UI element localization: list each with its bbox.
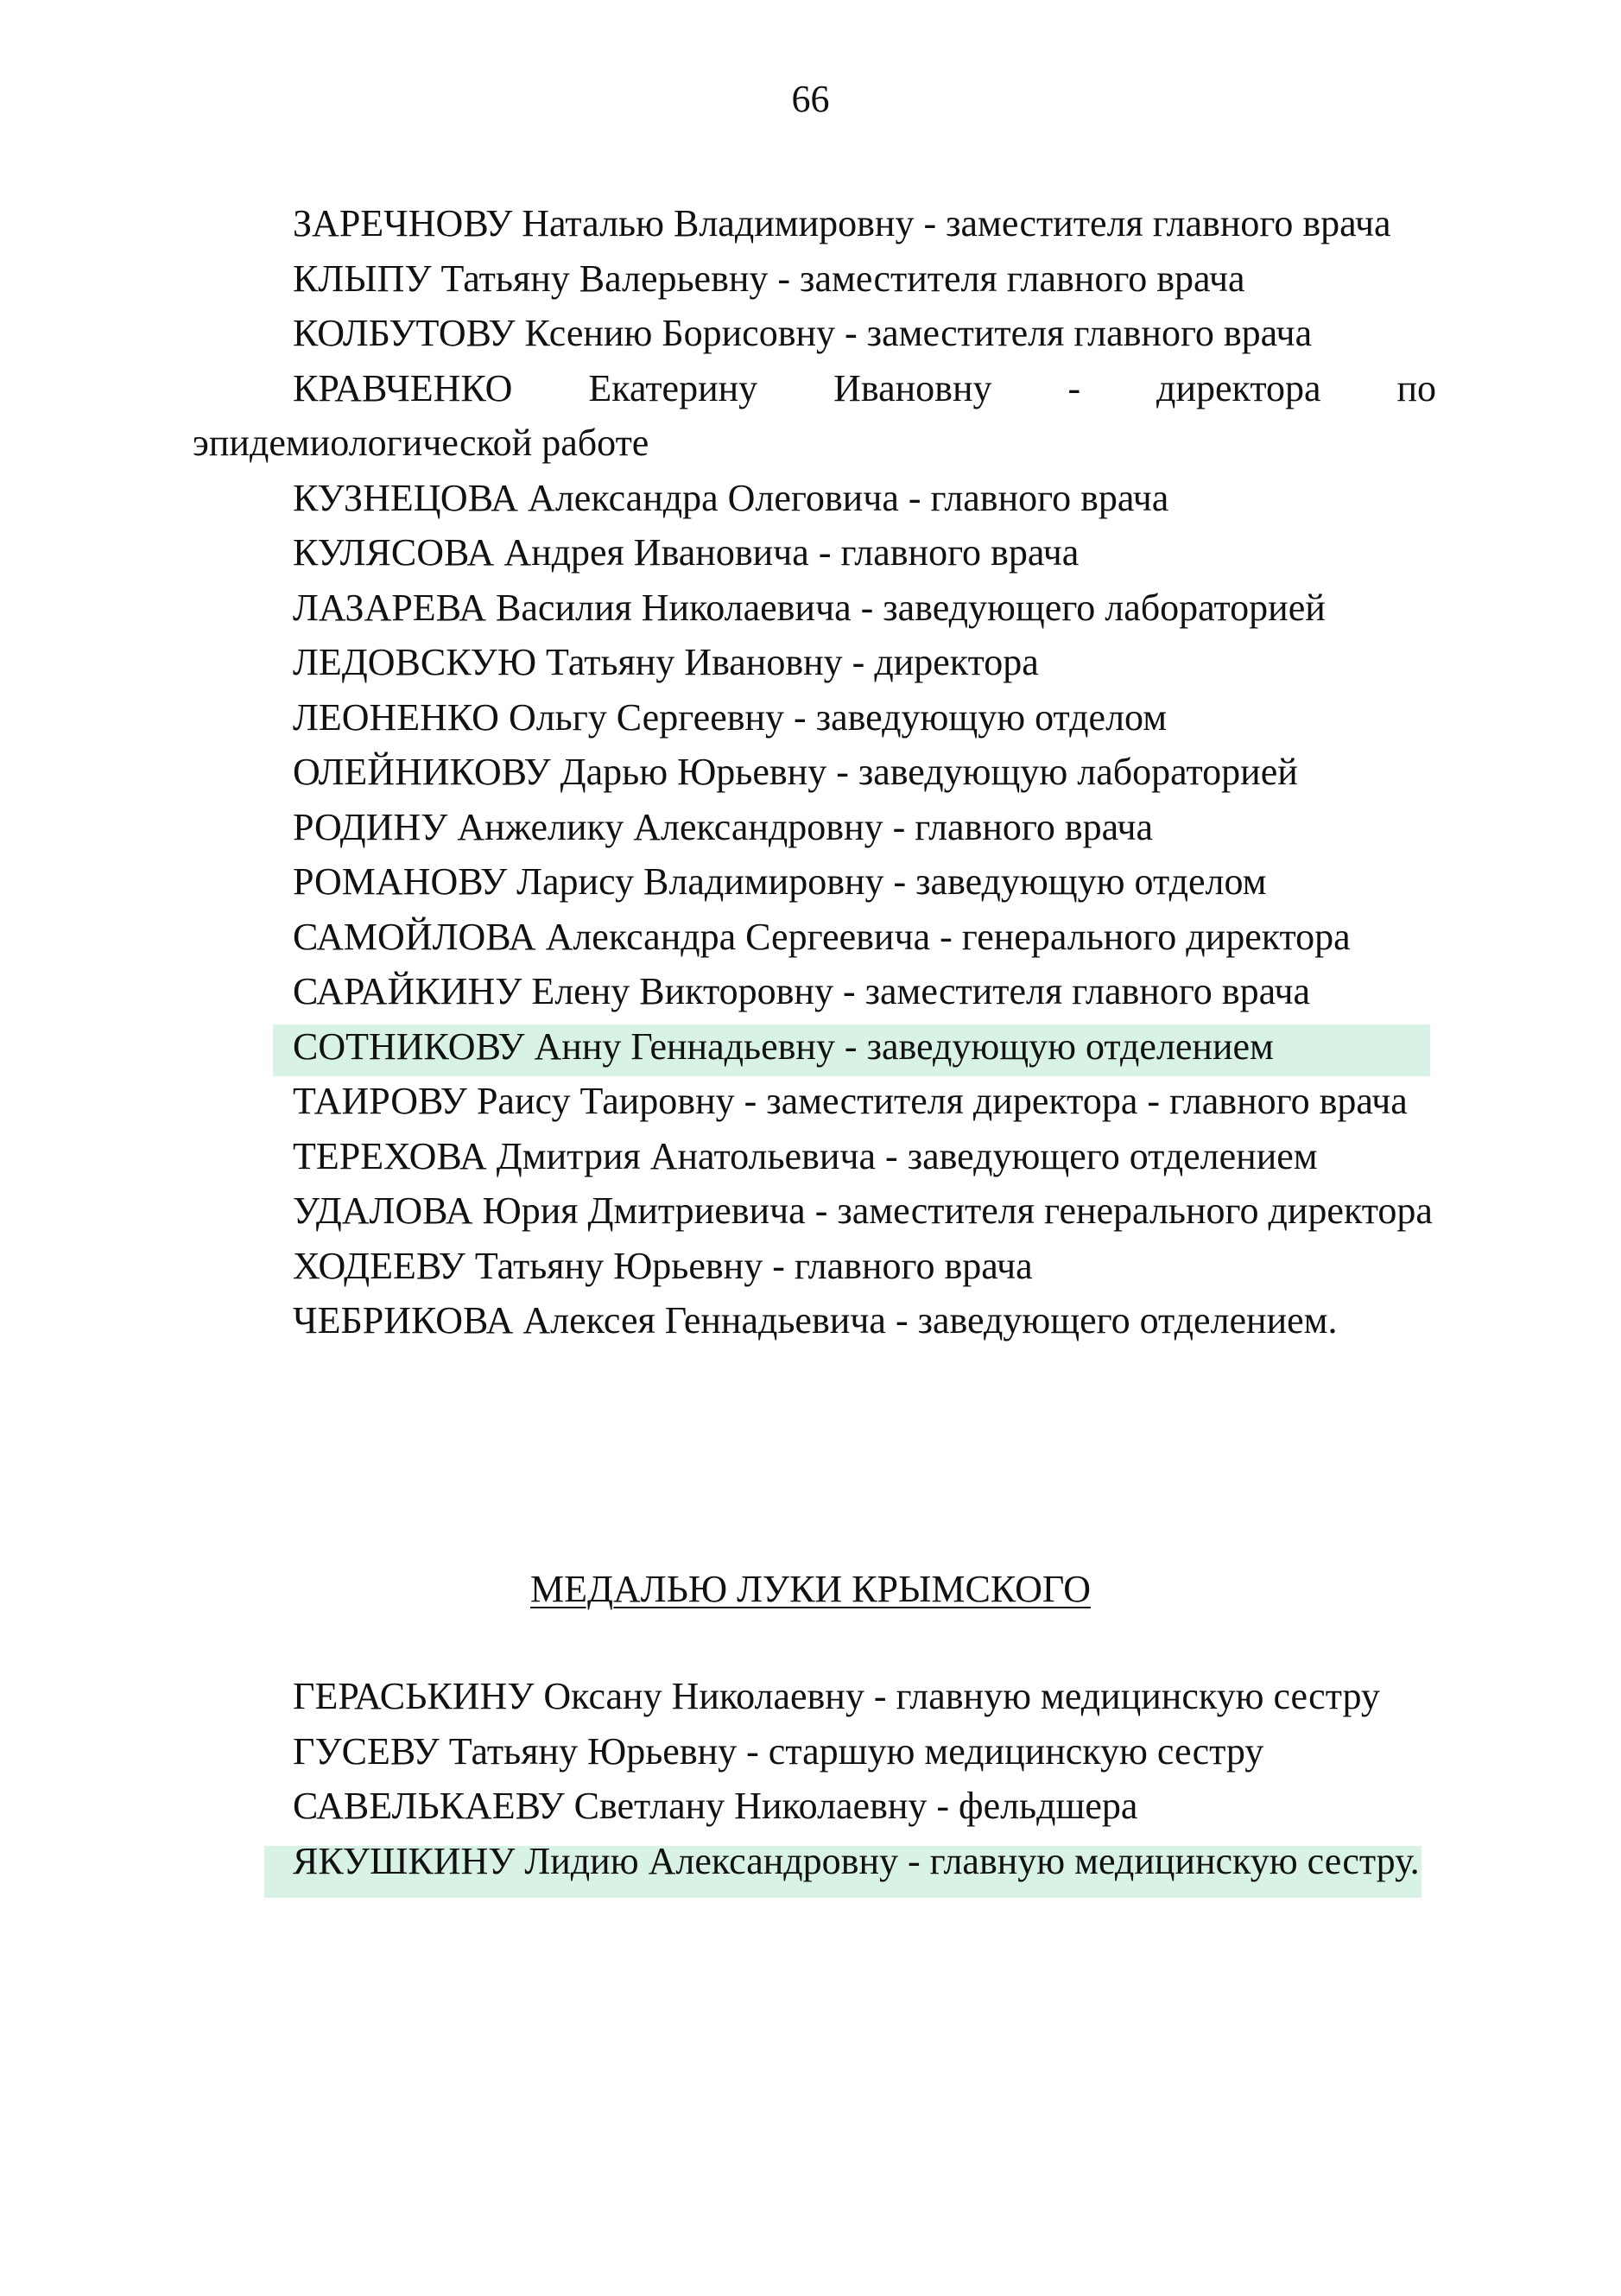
page-number: 66: [791, 78, 830, 120]
list-item: ЛЕОНЕНКО Ольгу Сергеевну - заведующую отделом: [293, 695, 1168, 739]
list-item: РОДИНУ Анжелику Александровну - главного врача: [293, 805, 1154, 848]
award-list-medal: [193, 1669, 1436, 1888]
list-item: КРАВЧЕНКО Екатерину Ивановну - директора по эпидемиологической работе: [193, 366, 1436, 464]
list-item: ТАИРОВУ Раису Таировну - заместителя директора - главного врача: [293, 1080, 1408, 1122]
list-item: ГЕРАСЬКИНУ Оксану Николаевну - главную медицинскую сестру: [293, 1675, 1380, 1717]
list-item: ЛЕДОВСКУЮ Татьяну Ивановну - директора: [293, 641, 1039, 683]
list-item: ЛАЗАРЕВА Василия Николаевича - заведующего лабораторией: [293, 586, 1326, 629]
list-item: КОЛБУТОВУ Ксению Борисовну - заместителя главного врача: [293, 312, 1313, 354]
list-item: САМОЙЛОВА Александра Сергеевича - генерального директора: [293, 915, 1351, 958]
list-item: ЗАРЕЧНОВУ Наталью Владимировну - заместителя главного врача: [293, 202, 1391, 244]
list-item: РОМАНОВУ Ларису Владимировну - заведующую отделом: [293, 860, 1267, 903]
list-item-highlighted: САВЕЛЬКАЕВУ Светлану Николаевну - фельдшера: [293, 1785, 1138, 1827]
list-item: УДАЛОВА Юрия Дмитриевича - заместителя генерального директора: [293, 1189, 1433, 1232]
list-item: ТЕРЕХОВА Дмитрия Анатольевича - заведующего отделением: [293, 1134, 1318, 1177]
award-list-main: [193, 196, 1436, 1348]
list-item: ХОДЕЕВУ Татьяну Юрьевну - главного врача: [293, 1244, 1033, 1287]
list-item-highlighted: САРАЙКИНУ Елену Викторовну - заместителя главного врача: [293, 970, 1311, 1012]
list-item: КЛЫПУ Татьяну Валерьевну - заместителя главного врача: [293, 257, 1245, 300]
list-item: ЧЕБРИКОВА Алексея Геннадьевича - заведующего отделением.: [293, 1299, 1338, 1341]
list-item: КУЗНЕЦОВА Александра Олеговича - главного врача: [293, 476, 1169, 519]
list-item: ГУСЕВУ Татьяну Юрьевну - старшую медицинскую сестру: [293, 1729, 1264, 1773]
list-item: КУЛЯСОВА Андрея Ивановича - главного врача: [293, 531, 1080, 574]
list-item: СОТНИКОВУ Анну Геннадьевну - заведующую отделением: [293, 1024, 1274, 1068]
section-heading: МЕДАЛЬЮ ЛУКИ КРЫМСКОГО: [529, 1568, 1092, 1610]
list-item: ОЛЕЙНИКОВУ Дарью Юрьевну - заведующую лабораторией: [293, 751, 1298, 793]
list-item: ЯКУШКИНУ Лидию Александровну - главную медицинскую сестру.: [293, 1839, 1420, 1882]
